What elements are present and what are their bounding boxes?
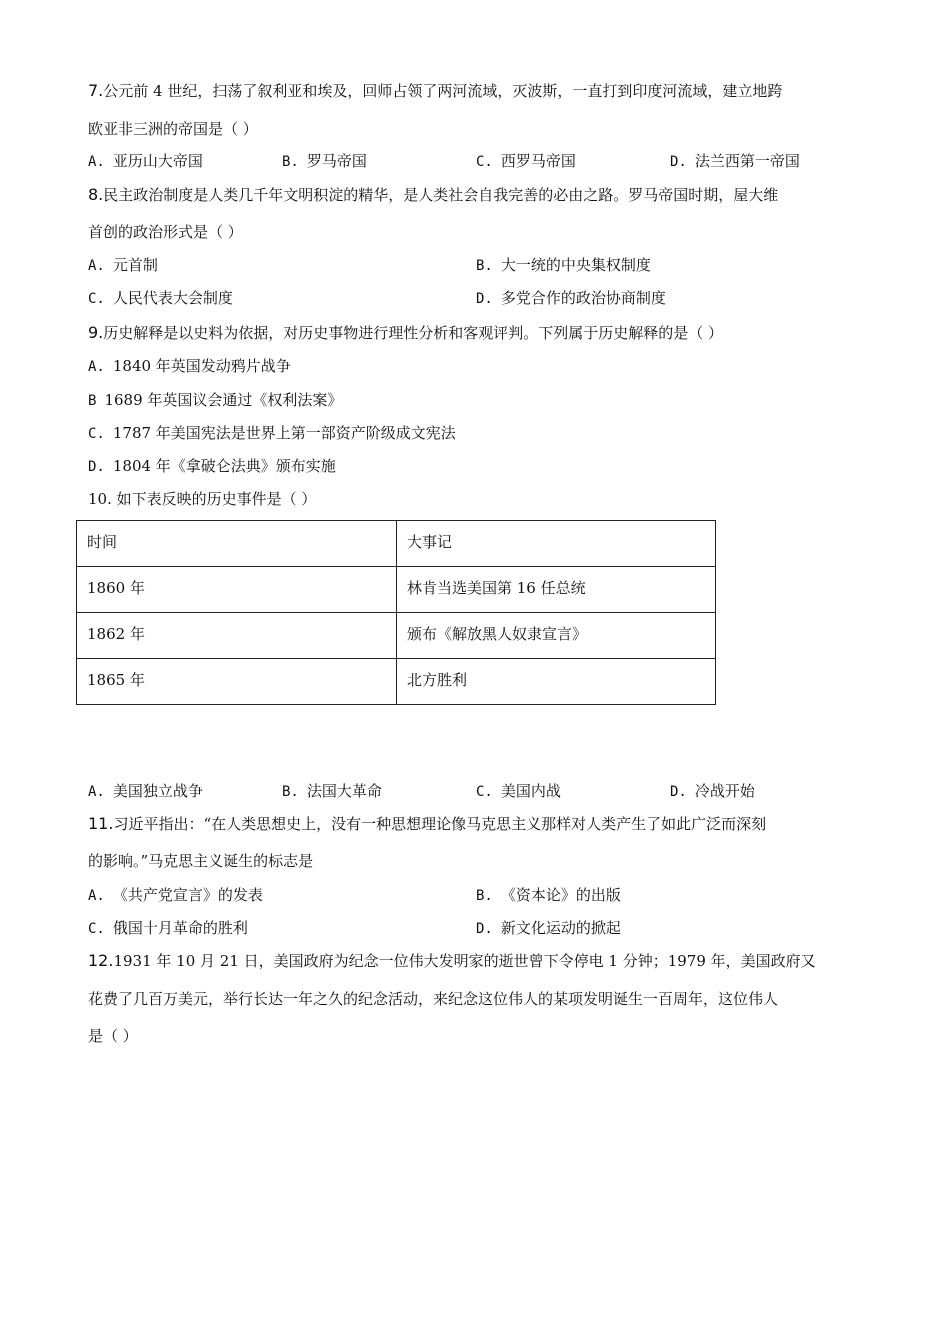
q11-option-a[interactable]: A. 《共产党宣言》的发表: [88, 886, 263, 904]
q7-stem-line2: 欧亚非三洲的帝国是（ ）: [88, 120, 258, 138]
q9-option-c[interactable]: C. 1787 年美国宪法是世界上第一部资产阶级成文宪法: [88, 424, 456, 442]
table-cell-event: 颁布《解放黑人奴隶宣言》: [397, 613, 716, 659]
q7-stem-line1: 7.公元前 4 世纪，扫荡了叙利亚和埃及，回师占领了两河流域，灭波斯，一直打到印度河流域，建立地跨: [88, 81, 783, 100]
table-cell-event: 北方胜利: [397, 659, 716, 705]
q10-stem: 10. 如下表反映的历史事件是（ ）: [88, 490, 317, 508]
q7-option-b[interactable]: B. 罗马帝国: [282, 152, 367, 170]
table-row: [77, 659, 716, 705]
table-cell-event: 林肯当选美国第 16 任总统: [397, 567, 716, 613]
q12-stem-line2: 花费了几百万美元，举行长达一年之久的纪念活动，来纪念这位伟人的某项发明诞生一百周年，这位伟人: [88, 990, 779, 1008]
table-header-time: 时间: [77, 521, 397, 567]
q8-option-a[interactable]: A. 元首制: [88, 256, 158, 274]
q7-option-a[interactable]: A. 亚历山大帝国: [88, 152, 203, 170]
q10-option-d[interactable]: D. 冷战开始: [670, 782, 755, 800]
q11-option-c[interactable]: C. 俄国十月革命的胜利: [88, 919, 248, 937]
q10-option-a[interactable]: A. 美国独立战争: [88, 782, 203, 800]
table-header-event: 大事记: [397, 521, 716, 567]
q11-option-d[interactable]: D. 新文化运动的掀起: [476, 919, 621, 937]
q10-option-b[interactable]: B. 法国大革命: [282, 782, 382, 800]
q8-option-b[interactable]: B. 大一统的中央集权制度: [476, 256, 651, 274]
q9-stem-line1: 9.历史解释是以史料为依据，对历史事物进行理性分析和客观评判。下列属于历史解释的是（ ）: [88, 323, 724, 342]
q10-option-c[interactable]: C. 美国内战: [476, 782, 561, 800]
table-row: [77, 567, 716, 613]
table-header-row: [77, 521, 716, 567]
q8-stem-line1: 8.民主政治制度是人类几千年文明积淀的精华，是人类社会自我完善的必由之路。罗马帝国时期，屋大维: [88, 185, 779, 204]
q11-stem-line2: 的影响。”马克思主义诞生的标志是: [88, 852, 314, 870]
q11-stem-line1: 11.习近平指出：“在人类思想史上，没有一种思想理论像马克思主义那样对人类产生了如此广泛而深刻: [88, 814, 767, 833]
q8-stem-line2: 首创的政治形式是（ ）: [88, 223, 243, 241]
q9-option-a[interactable]: A. 1840 年英国发动鸦片战争: [88, 357, 291, 375]
q9-option-d[interactable]: D. 1804 年《拿破仑法典》颁布实施: [88, 457, 336, 475]
q11-option-b[interactable]: B. 《资本论》的出版: [476, 886, 621, 904]
table-cell-time: 1862 年: [77, 613, 397, 659]
table-cell-time: 1860 年: [77, 567, 397, 613]
q12-stem-line3: 是（ ）: [88, 1027, 138, 1045]
table-row: [77, 613, 716, 659]
events-table: [76, 520, 716, 705]
q9-option-b[interactable]: B 1689 年英国议会通过《权利法案》: [88, 391, 343, 409]
q8-option-c[interactable]: C. 人民代表大会制度: [88, 289, 233, 307]
q8-option-d[interactable]: D. 多党合作的政治协商制度: [476, 289, 666, 307]
q12-stem-line1: 12.1931 年 10 月 21 日，美国政府为纪念一位伟大发明家的逝世曾下令停电 1 分钟；1979 年，美国政府又: [88, 951, 816, 970]
table-cell-time: 1865 年: [77, 659, 397, 705]
q7-option-c[interactable]: C. 西罗马帝国: [476, 152, 576, 170]
q7-option-d[interactable]: D. 法兰西第一帝国: [670, 152, 800, 170]
